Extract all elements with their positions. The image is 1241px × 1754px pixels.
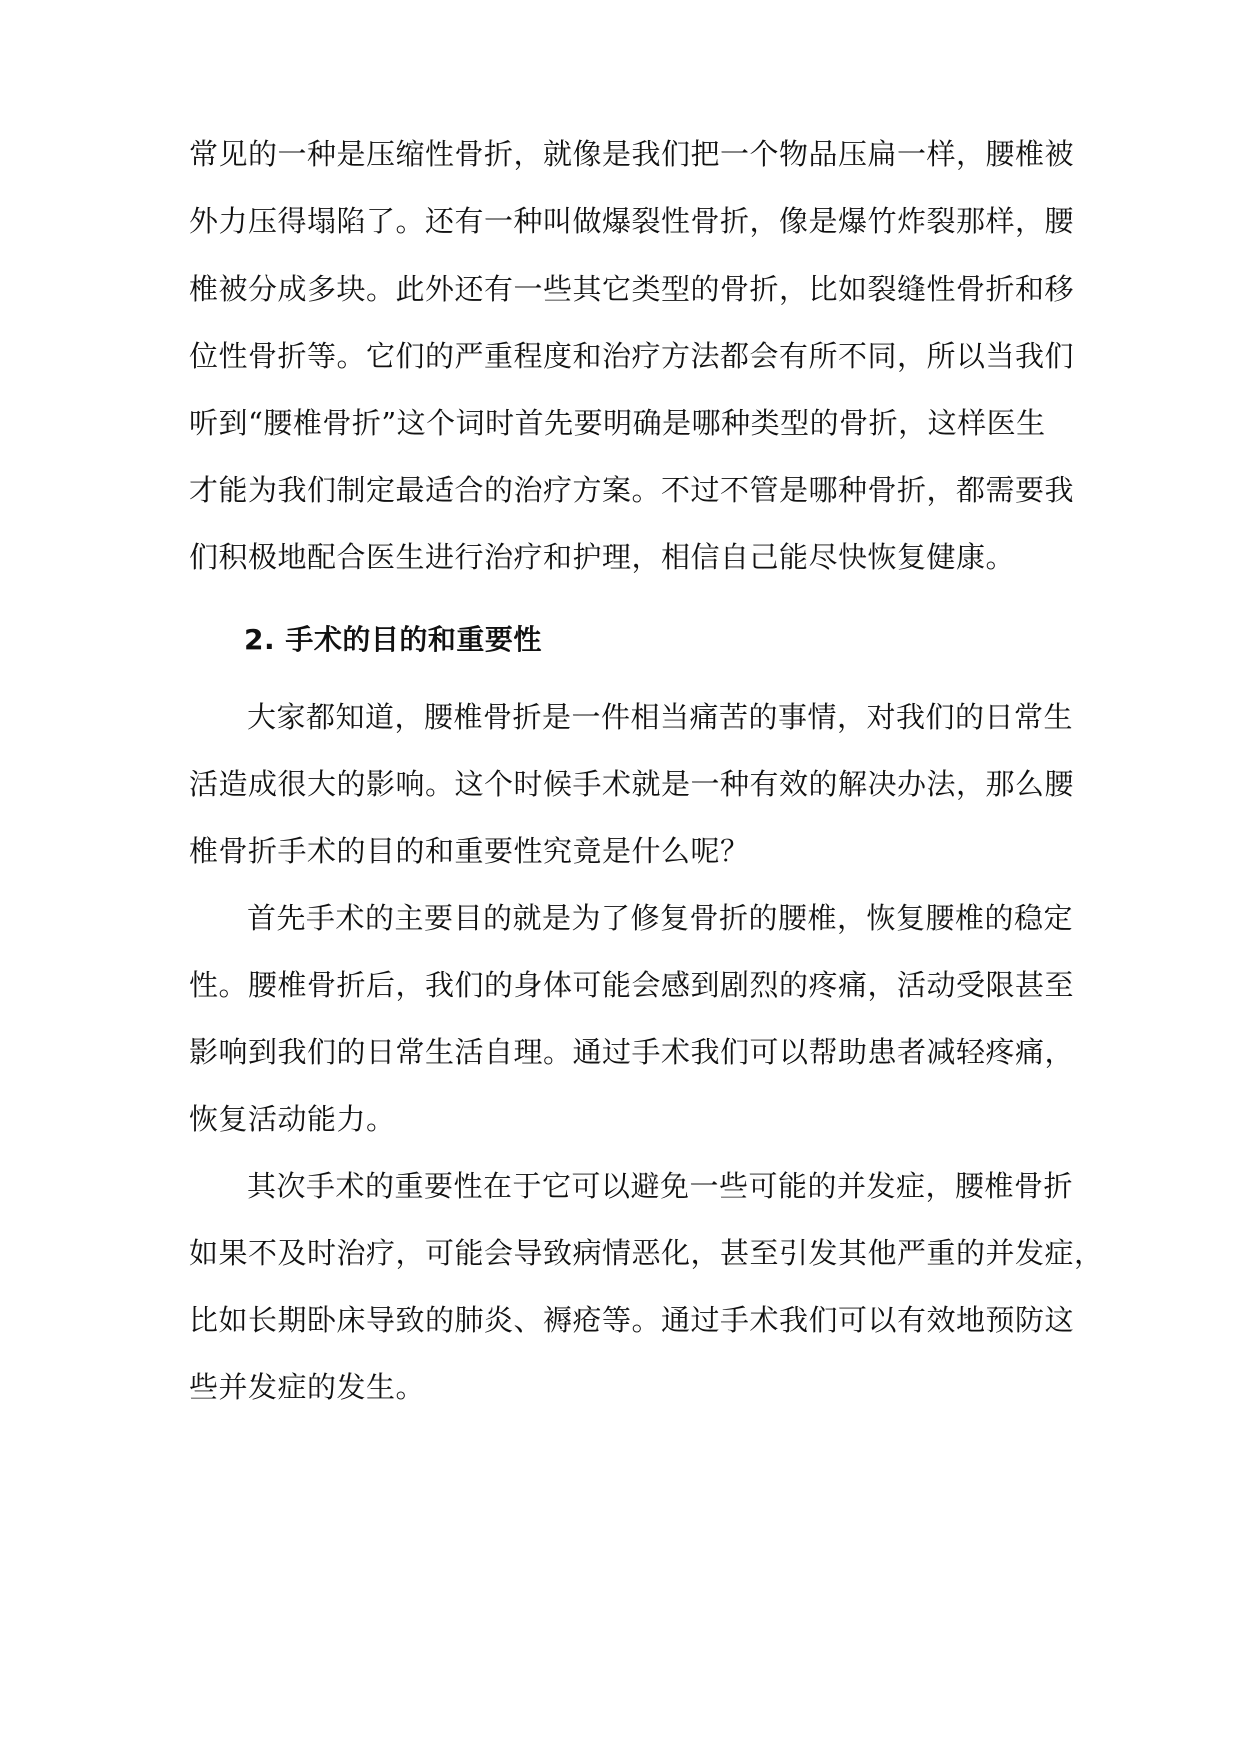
paragraph-line: 恢复活动能力。 [189,1102,396,1136]
paragraph-line: 性。腰椎骨折后，我们的身体可能会感到剧烈的疼痛，活动受限甚至 [189,968,1075,1002]
paragraph-line: 大家都知道，腰椎骨折是一件相当痛苦的事情，对我们的日常生 [247,700,1074,734]
paragraph-line: 如果不及时治疗，可能会导致病情恶化，甚至引发其他严重的并发症， [189,1236,1104,1270]
paragraph-line: 其次手术的重要性在于它可以避免一些可能的并发症，腰椎骨折 [247,1169,1074,1203]
paragraph-line: 些并发症的发生。 [189,1370,426,1404]
paragraph-line: 比如长期卧床导致的肺炎、褥疮等。通过手术我们可以有效地预防这 [189,1303,1075,1337]
paragraph-line: 影响到我们的日常生活自理。通过手术我们可以帮助患者减轻疼痛， [189,1035,1075,1069]
paragraph-line: 椎被分成多块。此外还有一些其它类型的骨折，比如裂缝性骨折和移 [189,272,1075,306]
paragraph-line: 听到“腰椎骨折”这个词时首先要明确是哪种类型的骨折，这样医生 [189,406,1046,440]
paragraph-line: 椎骨折手术的目的和重要性究竟是什么呢？ [189,834,750,868]
paragraph-line: 活造成很大的影响。这个时候手术就是一种有效的解决办法，那么腰 [189,767,1075,801]
paragraph-line: 首先手术的主要目的就是为了修复骨折的腰椎，恢复腰椎的稳定 [247,901,1074,935]
section-heading: 2. 手术的目的和重要性 [244,623,542,656]
paragraph-line: 位性骨折等。它们的严重程度和治疗方法都会有所不同，所以当我们 [189,339,1075,373]
paragraph-line: 们积极地配合医生进行治疗和护理，相信自己能尽快恢复健康。 [189,540,1016,574]
paragraph-line: 常见的一种是压缩性骨折，就像是我们把一个物品压扁一样，腰椎被 [189,137,1075,171]
paragraph-line: 外力压得塌陷了。还有一种叫做爆裂性骨折，像是爆竹炸裂那样，腰 [189,204,1075,238]
paragraph-line: 才能为我们制定最适合的治疗方案。不过不管是哪种骨折，都需要我 [189,473,1075,507]
